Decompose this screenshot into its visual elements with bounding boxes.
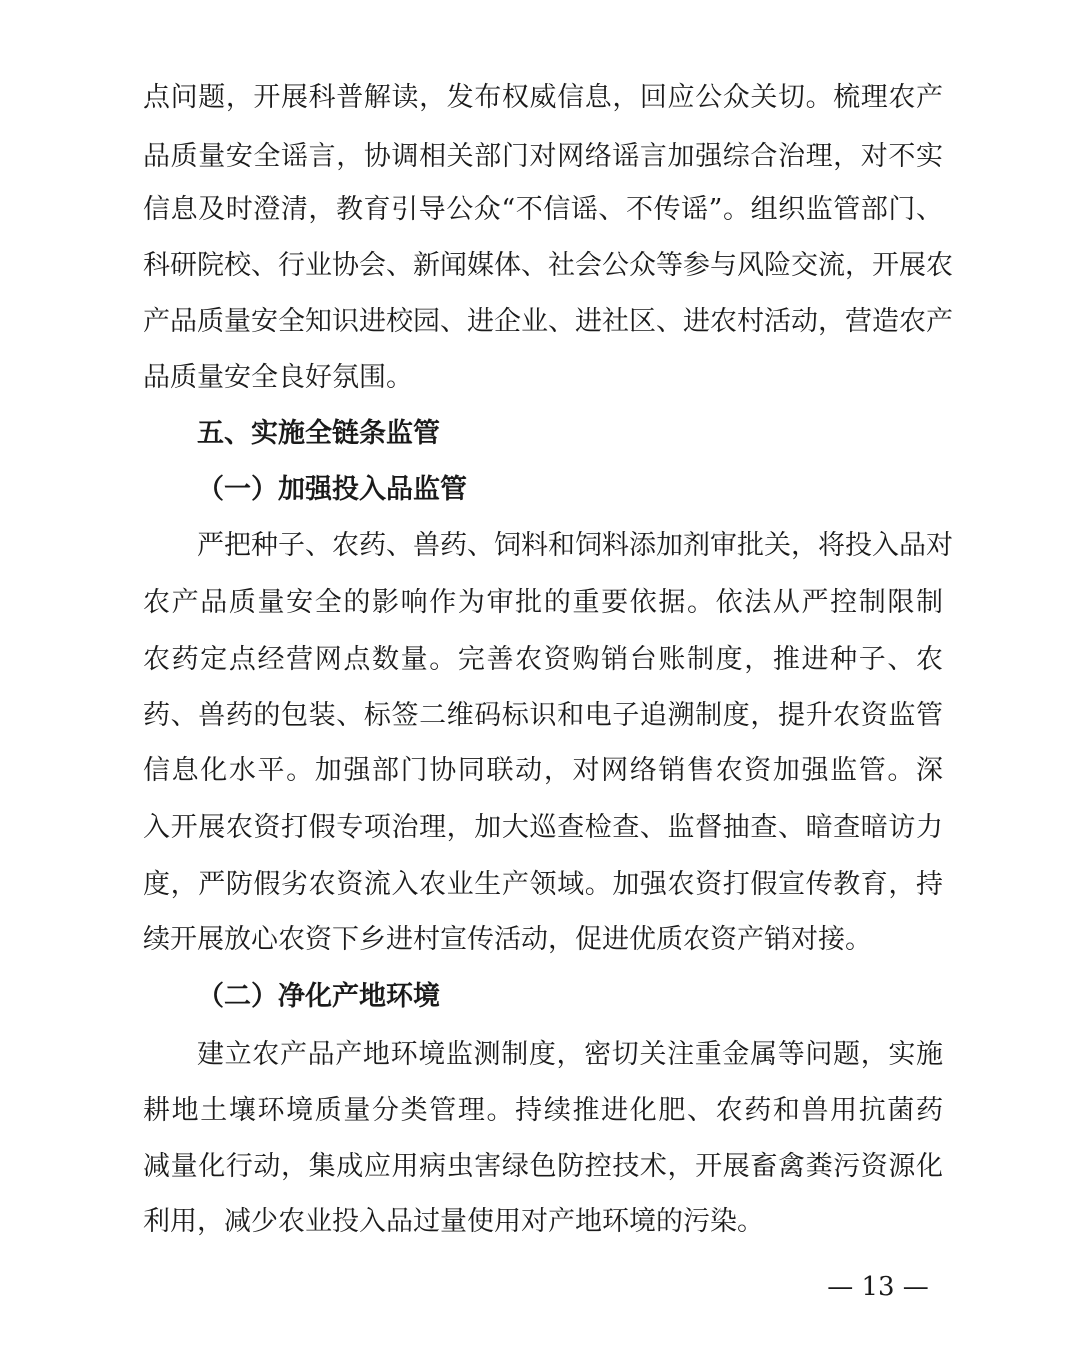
paragraph-line: 农产品质量安全的影响作为审批的重要依据。依法从严控制限制: [143, 587, 943, 618]
paragraph-line: 信息化水平。加强部门协同联动，对网络销售农资加强监管。深: [143, 755, 943, 786]
paragraph-line: 产品质量安全知识进校园、进企业、进社区、进农村活动，营造农产: [143, 306, 953, 337]
paragraph-line: 信息及时澄清，教育引导公众“不信谣、不传谣”。组织监管部门、: [143, 194, 943, 225]
paragraph-line: 入开展农资打假专项治理，加大巡查检查、监督抽查、暗查暗访力: [143, 812, 943, 843]
paragraph-line: 点问题，开展科普解读，发布权威信息，回应公众关切。梳理农产: [143, 82, 943, 113]
paragraph-line: 药、兽药的包装、标签二维码标识和电子追溯制度，提升农资监管: [143, 700, 943, 731]
paragraph-line: 严把种子、农药、兽药、饲料和饲料添加剂审批关，将投入品对: [197, 530, 953, 561]
paragraph-line: 度，严防假劣农资流入农业生产领域。加强农资打假宣传教育，持: [143, 869, 943, 900]
subsection-heading: （一）加强投入品监管: [197, 474, 467, 505]
section-heading: 五、实施全链条监管: [197, 418, 440, 449]
paragraph-line: 品质量安全谣言，协调相关部门对网络谣言加强综合治理，对不实: [143, 141, 943, 172]
paragraph-line: 利用，减少农业投入品过量使用对产地环境的污染。: [143, 1206, 764, 1237]
paragraph-line: 品质量安全良好氛围。: [143, 362, 413, 393]
page-number: — 13 —: [827, 1272, 929, 1302]
subsection-heading: （二）净化产地环境: [197, 981, 440, 1012]
paragraph-line: 建立农产品产地环境监测制度，密切关注重金属等问题，实施: [197, 1039, 943, 1070]
paragraph-line: 科研院校、行业协会、新闻媒体、社会公众等参与风险交流，开展农: [143, 250, 953, 281]
paragraph-line: 续开展放心农资下乡进村宣传活动，促进优质农资产销对接。: [143, 924, 872, 955]
paragraph-line: 农药定点经营网点数量。完善农资购销台账制度，推进种子、农: [143, 644, 943, 675]
paragraph-line: 减量化行动，集成应用病虫害绿色防控技术，开展畜禽粪污资源化: [143, 1151, 943, 1182]
paragraph-line: 耕地土壤环境质量分类管理。持续推进化肥、农药和兽用抗菌药: [143, 1095, 943, 1126]
